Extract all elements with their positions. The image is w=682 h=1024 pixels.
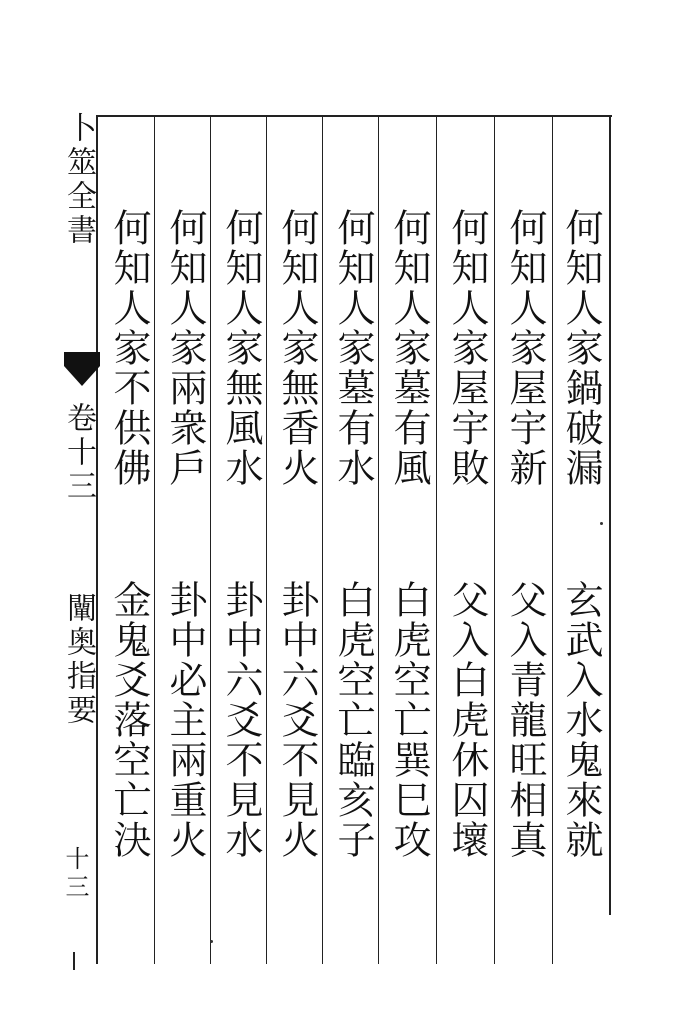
ink-speck bbox=[600, 522, 603, 525]
column-1-answer: 玄武入水鬼來就 bbox=[559, 580, 603, 860]
margin-book-title: 卜筮全書 bbox=[61, 112, 96, 248]
column-5-question: 何知人家墓有水 bbox=[331, 208, 375, 488]
column-7-answer: 卦中六爻不見水 bbox=[219, 580, 263, 860]
fishtail-mark-icon bbox=[64, 352, 100, 388]
column-6-question: 何知人家無香火 bbox=[275, 208, 319, 488]
column-3-answer: 父入白虎休囚壞 bbox=[445, 580, 489, 860]
column-rule bbox=[266, 116, 267, 964]
column-rule bbox=[552, 116, 553, 964]
column-rule bbox=[154, 116, 155, 964]
column-rule bbox=[322, 116, 323, 964]
column-8-answer: 卦中必主兩重火 bbox=[163, 580, 207, 860]
column-9-answer: 金鬼爻落空亡決 bbox=[107, 580, 151, 860]
margin-volume: 卷十三 bbox=[61, 402, 96, 504]
column-rule bbox=[378, 116, 379, 964]
column-rule bbox=[436, 116, 437, 964]
column-rule bbox=[96, 116, 98, 964]
column-7-question: 何知人家無風水 bbox=[219, 208, 263, 488]
column-4-answer: 白虎空亡巽巳攻 bbox=[387, 580, 431, 860]
margin-page-number: 十三 bbox=[61, 846, 89, 902]
column-3-question: 何知人家屋宇敗 bbox=[445, 208, 489, 488]
column-5-answer: 白虎空亡臨亥子 bbox=[331, 580, 375, 860]
column-1-question: 何知人家鍋破漏 bbox=[559, 208, 603, 488]
column-2-question: 何知人家屋宇新 bbox=[503, 208, 547, 488]
right-border-rule bbox=[609, 115, 611, 915]
column-rule bbox=[494, 116, 495, 964]
column-2-answer: 父入青龍旺相真 bbox=[503, 580, 547, 860]
column-8-question: 何知人家兩衆戶 bbox=[163, 208, 207, 488]
margin-tick bbox=[73, 952, 75, 970]
column-4-question: 何知人家墓有風 bbox=[387, 208, 431, 488]
column-rule bbox=[210, 116, 211, 964]
column-6-answer: 卦中六爻不見火 bbox=[275, 580, 319, 860]
column-9-question: 何知人家不供佛 bbox=[107, 208, 151, 488]
ink-speck bbox=[210, 940, 213, 943]
margin-section: 闡奥指要 bbox=[61, 592, 96, 728]
top-border-rule bbox=[96, 115, 612, 117]
